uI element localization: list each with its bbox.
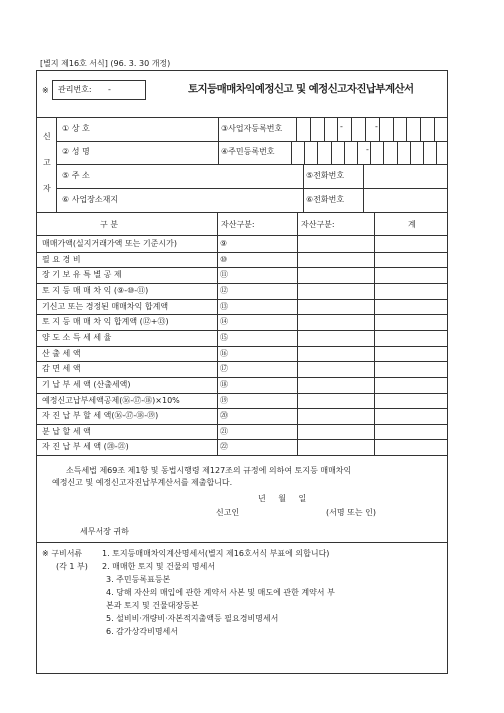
calc-cell-asset-1[interactable] bbox=[236, 409, 296, 423]
divider bbox=[36, 542, 448, 543]
calc-cell-total[interactable] bbox=[376, 362, 447, 376]
calc-row-number: ⑳ bbox=[220, 411, 228, 421]
calc-cell-asset-2[interactable] bbox=[299, 237, 373, 251]
calc-cell-asset-2[interactable] bbox=[299, 300, 373, 314]
calc-cell-total[interactable] bbox=[376, 300, 447, 314]
calc-row-label: 기 납 부 세 액 (산출세액) bbox=[42, 379, 131, 389]
calc-cell-asset-2[interactable] bbox=[299, 253, 373, 267]
calc-cell-asset-2[interactable] bbox=[299, 394, 373, 408]
calc-row-number: ⑱ bbox=[220, 379, 228, 389]
biz-place-label: ⑥ 사업장소재지 bbox=[62, 195, 119, 204]
calc-row-label: 자 진 납 부 세 액 (⑳-㉑) bbox=[42, 442, 129, 452]
calc-row-number: ⑬ bbox=[220, 301, 228, 311]
calc-cell-total[interactable] bbox=[376, 268, 447, 282]
calc-row-number: ⑫ bbox=[220, 285, 228, 295]
calc-cell-total[interactable] bbox=[376, 425, 447, 439]
col-header-asset-2: 자산구분: bbox=[301, 220, 335, 229]
attachment-item-4: 4. 당해 자산의 매입에 관한 계약서 사본 및 매도에 관한 계약서 부 bbox=[106, 588, 335, 597]
calc-row-label: 토 지 등 매 매 차 익 (⑨-⑩-⑪) bbox=[42, 285, 149, 295]
calc-row-number: ⑭ bbox=[220, 317, 228, 327]
declaration-line-1: 소득세법 제69조 제1항 및 동법시행령 제127조의 규정에 의하여 토지등 매매차익 bbox=[66, 466, 352, 475]
date-line: 년 월 일 bbox=[258, 494, 307, 503]
calc-row-number: ⑩ bbox=[220, 254, 228, 264]
calc-row-label: 기신고 또는 경정된 매매차익 합계액 bbox=[42, 301, 169, 311]
calc-row-number: ㉒ bbox=[220, 442, 228, 452]
biz-reg-field[interactable] bbox=[296, 118, 446, 141]
calc-cell-asset-1[interactable] bbox=[236, 378, 296, 392]
calc-cell-asset-2[interactable] bbox=[299, 315, 373, 329]
declaration-line-2: 예정신고 및 예정신고자진납부계산서를 제출합니다. bbox=[52, 478, 233, 487]
calc-row-label: 양 도 소 득 세 세 율 bbox=[42, 332, 112, 342]
form-title: 토지등매매차익예정신고 및 예정신고자진납부계산서 bbox=[188, 83, 414, 95]
calc-cell-total[interactable] bbox=[376, 237, 447, 251]
resident-reg-dash: - bbox=[366, 145, 369, 154]
addressee: 세무서장 귀하 bbox=[80, 527, 129, 536]
col-line bbox=[217, 212, 218, 455]
header-line bbox=[36, 235, 448, 236]
calc-cell-asset-1[interactable] bbox=[236, 253, 296, 267]
calc-cell-total[interactable] bbox=[376, 284, 447, 298]
divider bbox=[303, 164, 304, 212]
calc-cell-asset-2[interactable] bbox=[299, 362, 373, 376]
calc-row-number: ⑮ bbox=[220, 332, 228, 342]
calc-cell-total[interactable] bbox=[376, 440, 447, 454]
side-label-2: 고 bbox=[43, 158, 51, 167]
attachments-label: ※ 구비서류 bbox=[42, 549, 83, 558]
form-reference: [별지 제16호 서식] (96. 3. 30 개정) bbox=[40, 59, 171, 68]
phone-label-1: ⑤전화번호 bbox=[306, 171, 345, 180]
calc-cell-asset-2[interactable] bbox=[299, 409, 373, 423]
attachment-item-1: 1. 토지등매매차익계산명세서(별지 제16호서식 부표에 의합니다) bbox=[102, 549, 330, 558]
calc-row-label: 매매가액(실지거래가액 또는 기준시가) bbox=[42, 239, 177, 248]
calc-cell-asset-1[interactable] bbox=[236, 237, 296, 251]
note-mark: ※ bbox=[42, 86, 49, 95]
col-line bbox=[297, 212, 298, 455]
divider bbox=[218, 117, 219, 165]
attachment-item-2: 2. 매매한 토지 및 건물의 명세서 bbox=[102, 562, 216, 571]
calc-cell-asset-1[interactable] bbox=[236, 425, 296, 439]
col-header-asset-1: 자산구분: bbox=[221, 220, 255, 229]
phone-field-1[interactable] bbox=[364, 165, 447, 187]
address-field[interactable] bbox=[140, 165, 302, 187]
calc-cell-asset-2[interactable] bbox=[299, 331, 373, 345]
calc-row-number: ⑨ bbox=[220, 239, 228, 248]
trade-name-label: ① 상 호 bbox=[62, 124, 90, 133]
calc-cell-asset-1[interactable] bbox=[236, 331, 296, 345]
address-label: ⑤ 주 소 bbox=[62, 171, 90, 180]
calc-cell-total[interactable] bbox=[376, 378, 447, 392]
calc-cell-asset-1[interactable] bbox=[236, 300, 296, 314]
attachment-item-6: 6. 감가상각비명세서 bbox=[106, 627, 178, 636]
calc-cell-asset-2[interactable] bbox=[299, 425, 373, 439]
table-bottom bbox=[36, 455, 448, 456]
side-label-1: 신 bbox=[43, 132, 51, 141]
calc-row-number: ⑰ bbox=[220, 364, 228, 374]
calc-row-label: 분 납 할 세 액 bbox=[42, 426, 91, 436]
resident-reg-label: ④주민등록번호 bbox=[221, 147, 275, 156]
sign-note: (서명 또는 인) bbox=[326, 508, 376, 517]
calc-cell-total[interactable] bbox=[376, 409, 447, 423]
biz-reg-dash-2: - bbox=[375, 122, 378, 131]
calc-cell-asset-1[interactable] bbox=[236, 362, 296, 376]
calc-row-label: 감 면 세 액 bbox=[42, 364, 81, 374]
manage-number-label: 관리번호: bbox=[58, 85, 92, 94]
resident-reg-field[interactable] bbox=[291, 142, 446, 164]
biz-reg-dash-1: - bbox=[340, 122, 343, 131]
name-label: ② 성 명 bbox=[62, 147, 90, 156]
calc-cell-asset-2[interactable] bbox=[299, 268, 373, 282]
divider bbox=[56, 117, 57, 213]
trade-name-field[interactable] bbox=[140, 118, 217, 140]
calc-cell-total[interactable] bbox=[376, 253, 447, 267]
calc-row-label: 필 요 경 비 bbox=[42, 254, 81, 264]
calc-cell-asset-1[interactable] bbox=[236, 315, 296, 329]
side-label-3: 자 bbox=[43, 184, 51, 193]
calc-cell-total[interactable] bbox=[376, 394, 447, 408]
calc-cell-asset-2[interactable] bbox=[299, 378, 373, 392]
biz-place-field[interactable] bbox=[140, 189, 302, 211]
name-field[interactable] bbox=[140, 142, 217, 163]
calc-cell-asset-1[interactable] bbox=[236, 284, 296, 298]
calc-row-label: 산 출 세 액 bbox=[42, 348, 81, 358]
attachment-item-3: 3. 주민등록표등본 bbox=[106, 575, 171, 584]
calc-row-number: ㉑ bbox=[220, 426, 228, 436]
calc-row-number: ⑯ bbox=[220, 348, 228, 358]
calc-row-label: 자 진 납 부 할 세 액(⑯-⑰-⑱-⑲) bbox=[42, 411, 159, 421]
signer-label: 신고인 bbox=[216, 508, 240, 517]
calc-cell-asset-1[interactable] bbox=[236, 347, 296, 361]
calc-cell-asset-2[interactable] bbox=[299, 284, 373, 298]
phone-field-2[interactable] bbox=[364, 189, 447, 211]
calc-row-label: 토 지 등 매 매 차 익 합계액 (⑫+⑬) bbox=[42, 317, 169, 327]
attachment-item-5: 5. 설비비·개량비·자본적지출액등 필요경비명세서 bbox=[106, 614, 279, 623]
calc-cell-asset-2[interactable] bbox=[299, 347, 373, 361]
phone-label-2: ⑥전화번호 bbox=[306, 195, 345, 204]
calc-cell-total[interactable] bbox=[376, 331, 447, 345]
col-header-category: 구 분 bbox=[100, 220, 118, 229]
calc-cell-asset-1[interactable] bbox=[236, 440, 296, 454]
manage-number-dash: - bbox=[108, 85, 111, 94]
calc-cell-asset-1[interactable] bbox=[236, 394, 296, 408]
divider bbox=[36, 212, 448, 213]
calc-cell-total[interactable] bbox=[376, 315, 447, 329]
calc-row-label: 장 기 보 유 특 별 공 제 bbox=[42, 270, 122, 280]
calc-row-number: ⑲ bbox=[220, 395, 228, 405]
attachment-item-4-cont: 본과 토지 및 건물대장등본 bbox=[106, 601, 199, 610]
calc-cell-asset-1[interactable] bbox=[236, 268, 296, 282]
calc-cell-total[interactable] bbox=[376, 347, 447, 361]
calc-cell-asset-2[interactable] bbox=[299, 440, 373, 454]
attachments-copies: (각 1 부) bbox=[56, 562, 88, 571]
calc-row-label: 예정신고납부세액공제(⑯-⑰-⑱)×10% bbox=[42, 395, 180, 405]
biz-reg-label: ③사업자등록번호 bbox=[221, 124, 283, 133]
col-line bbox=[374, 212, 375, 455]
calc-row-number: ⑪ bbox=[220, 270, 228, 280]
col-header-total: 계 bbox=[408, 220, 416, 229]
